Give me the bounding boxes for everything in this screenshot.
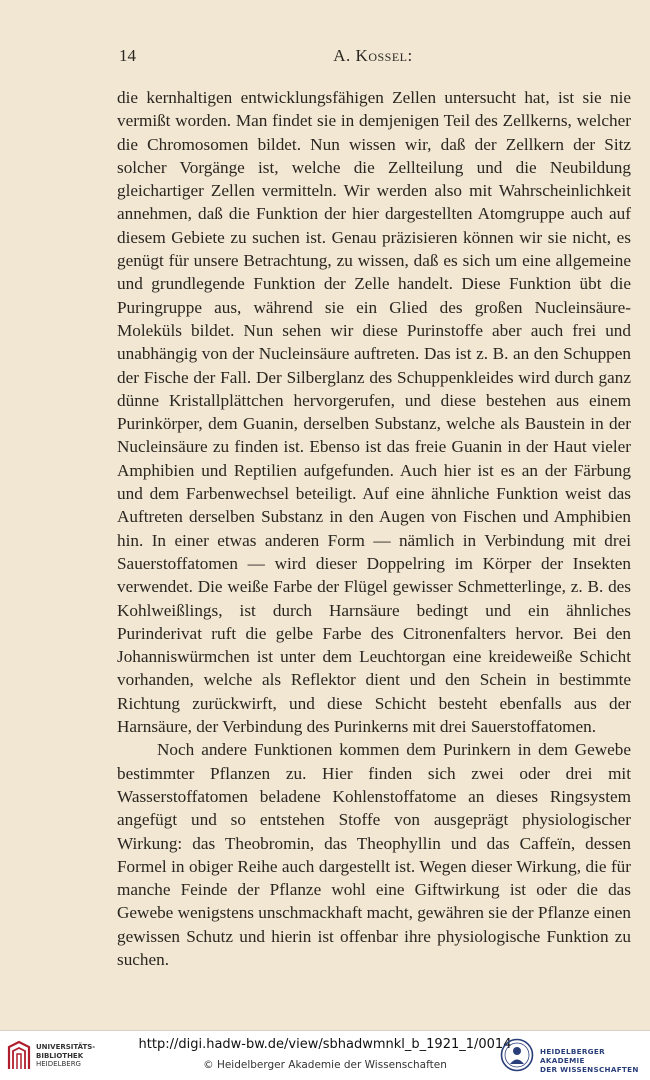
running-head bbox=[115, 46, 631, 66]
running-head-name: Kossel bbox=[355, 46, 408, 65]
viewer-footer bbox=[0, 1030, 650, 1080]
permalink-url[interactable]: http://digi.hadw-bw.de/view/sbhadwmnkl_b_1921_1/0014 bbox=[138, 1037, 512, 1052]
academy-logo[interactable] bbox=[500, 1037, 648, 1075]
library-logo-line2: BIBLIOTHEK bbox=[36, 1051, 84, 1060]
academy-seal-icon bbox=[500, 1038, 534, 1072]
copyright-notice: © Heidelberger Akademie der Wissenschaften bbox=[203, 1059, 447, 1071]
academy-logo-line2: DER WISSENSCHAFTEN bbox=[540, 1065, 639, 1074]
academy-logo-line1: HEIDELBERGER AKADEMIE bbox=[540, 1047, 605, 1065]
page-number: 14 bbox=[119, 46, 136, 65]
paragraph-1: die kernhaltigen entwicklungsfähigen Zellen untersucht hat, ist sie nie vermißt worden. Man findet sie in demjenigen Teil des Zellkerns, welcher die Chromosomen bildet. Nun wissen wir, daß der Zellkern der Sitz solcher Vorgänge ist, welche die Zellteilung und die Neubildung gleichartiger Zellen vermitteln. Wir werden also mit Wahrscheinlichkeit annehmen, daß die Funktion der hier dargestellten Atomgruppe auch auf diesem Gebiete zu suchen ist. Genau präzisieren können wir sie nicht, es genügt für unsere Betrachtung, zu wissen, daß es sich um eine allgemeine und grundlegende Funktion der Zelle handelt. Diese Funktion übt die Puringruppe aus, während sie ein Glied des großen Nucleinsäure-Moleküls bildet. Nun sehen wir diese Purinstoffe aber auch frei und unabhängig von der Nucleinsäure auftreten. Das ist z. B. an den Schuppen der Fische der Fall. Der Silberglanz des Schuppenkleides wird durch ganz dünne Kristallplättchen hervorgerufen, und diese bestehen aus einem Purinkörper, dem Guanin, derselben Substanz, welche als Baustein in der Nucleinsäure zu finden ist. Ebenso ist das freie Guanin in der Haut vieler Amphibien und Reptilien aufgefunden. Auch hier ist es an der Färbung und dem Farbenwechsel beteiligt. Auf eine ähnliche Funktion weist das Auftreten derselben Substanz in den Augen von Fischen und Amphibien hin. In einer etwas anderen Form — nämlich in Verbindung mit drei Sauerstoffatomen — wird dieser Doppelring im Körper der Insekten verwendet. Die weiße Farbe der Flügel gewisser Schmetterlinge, z. B. des Kohlweißlings, ist durch Harnsäure bedingt und ein ähnliches Purinderivat ruft die gelbe Farbe des Citronenfalters hervor. Bei den Johanniswürmchen ist unter dem Leuchtorgan eine kreideweiße Schicht vorhanden, welche als Reflektor dient und den Schein in bestimmte Richtung zurückwirft, und diese Schicht besteht ebenfalls aus der Harnsäure, der Verbindung des Purinkerns mit drei Sauerstoffatomen. bbox=[117, 88, 631, 737]
library-logo-line1: UNIVERSITÄTS- bbox=[36, 1043, 96, 1051]
body-text bbox=[117, 86, 631, 971]
running-head-initial: A. bbox=[333, 46, 356, 65]
page-header bbox=[115, 44, 631, 72]
library-logo-line3: HEIDELBERG bbox=[36, 1060, 81, 1068]
running-head-suffix: : bbox=[407, 46, 413, 65]
academy-logo-text bbox=[540, 1047, 648, 1074]
paragraph-2: Noch andere Funktionen kommen dem Purinkern in dem Gewebe bestimmter Pflanzen zu. Hier finden sich zwei oder drei mit Wasserstoffatomen beladene Kohlenstoffatome an dieses Ringsystem angefügt und so entstehen Stoffe von ausgeprägt physiologischer Wirkung: das Theobromin, das Theophyllin und das Caffeïn, dessen Formel in obiger Reihe auch dargestellt ist. Wegen dieser Wirkung, die für manche Feinde der Pflanze wohl eine Giftwirkung ist oder die das Gewebe wenigstens unschmackhaft macht, gewähren sie der Pflanze einen gewissen Schutz und hierin ist offenbar ihre physiologische Funktion zu suchen. bbox=[117, 740, 631, 969]
